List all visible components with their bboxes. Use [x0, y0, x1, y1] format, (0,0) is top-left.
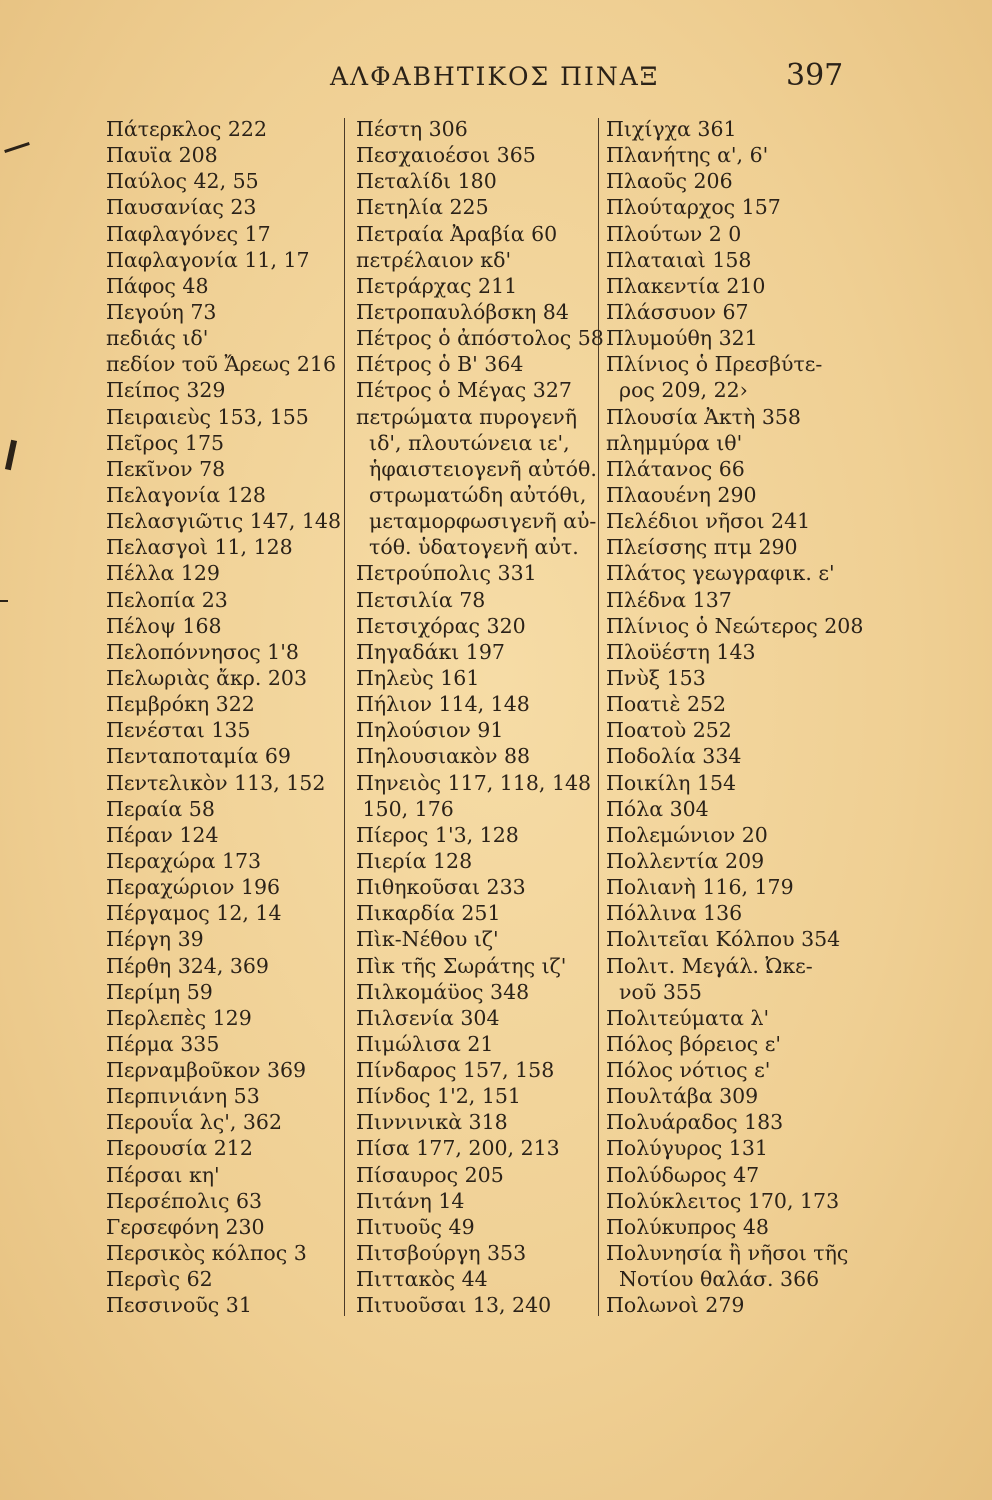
index-entry: Πολεμώνιον 20 [606, 822, 768, 847]
index-column-2 [348, 116, 606, 1318]
index-entry: Πολυάραδος 183 [606, 1110, 784, 1135]
index-entry: Πενταποταμία 69 [106, 744, 291, 769]
index-entry: Περουσία 212 [106, 1136, 253, 1161]
index-entry: Πιτσβούργη 353 [356, 1241, 527, 1266]
index-entry: Πιερία 128 [356, 848, 473, 873]
index-entry: Πηλουσιακὸν 88 [356, 744, 531, 769]
index-entry: Πάφος 48 [106, 273, 209, 298]
index-entry: Πετρούπολις 331 [356, 561, 537, 586]
index-entry: Παφλαγόνες 17 [106, 221, 271, 246]
index-entry: Πέρμα 335 [106, 1031, 220, 1056]
index-entry: Πεντελικὸν 113, 152 [106, 770, 326, 795]
index-entry: Παφλαγονία 11, 17 [106, 247, 310, 272]
index-entry: Πεσχαιοέσοι 365 [356, 143, 536, 168]
page-header [0, 58, 992, 98]
index-entry: Πέτρος ὁ ἀπόστολος 58 [356, 326, 604, 351]
index-entry: Παυϊα 208 [106, 143, 218, 168]
index-entry: Πετραία Ἀραβία 60 [356, 221, 558, 246]
index-entry: Περαχώριον 196 [106, 875, 281, 900]
index-entry: Πείπος 329 [106, 378, 226, 403]
index-entry: Πλούτων 2 0 [606, 221, 742, 246]
index-entry: Πλάτος γεωγραφικ. ε' [606, 561, 835, 586]
index-entry: Περσικὸς κόλπος 3 [106, 1241, 307, 1266]
index-entry: Πέραν 124 [106, 822, 219, 847]
index-entry: Πετηλία 225 [356, 195, 489, 220]
index-entry: Πλοϋέστη 143 [606, 639, 756, 664]
index-entry: Πλάσσυον 67 [606, 299, 749, 324]
index-entry: Πελωριὰς ἄκρ. 203 [106, 665, 308, 690]
index-entry: Πέρσαι κη' [106, 1162, 220, 1187]
index-entry: Πιτάνη 14 [356, 1188, 465, 1213]
index-entry: Πλάτανος 66 [606, 456, 745, 481]
index-entry: ιδ', πλουτώνεια ιε', [356, 430, 570, 455]
index-entry: Πιλσενία 304 [356, 1005, 500, 1030]
index-entry: τόθ. ὑδατογενῆ αὐτ. [356, 535, 579, 560]
index-entry: Πετσιχόρας 320 [356, 613, 526, 638]
index-entry: Πολύδωρος 47 [606, 1162, 760, 1187]
index-entry: Πελοπία 23 [106, 587, 228, 612]
index-entry: Πίερος 1'3, 128 [356, 822, 519, 847]
index-entry: Πίνδος 1'2, 151 [356, 1084, 521, 1109]
index-entry: ἡφαιστειογενῆ αὐτόθ. [356, 456, 597, 481]
index-entry: Παυσανίας 23 [106, 195, 257, 220]
index-entry: Πελαγονία 128 [106, 482, 266, 507]
index-entry: Πολύκλειτος 170, 173 [606, 1188, 840, 1213]
index-entry: πετρέλαιον κδ' [356, 247, 512, 272]
index-entry: Περσέπολις 63 [106, 1188, 263, 1213]
index-entry: Νοτίου θαλάσ. 366 [606, 1267, 820, 1292]
index-entry: Πλυμούθη 321 [606, 326, 758, 351]
index-entry: Πολιτ. Μεγάλ. Ὠκε- [606, 953, 813, 978]
index-entry: Πνὺξ 153 [606, 665, 706, 690]
index-entry: Πέλοψ 168 [106, 613, 222, 638]
index-entry: Πεκῖνον 78 [106, 456, 226, 481]
index-entry: Ποικίλη 154 [606, 770, 737, 795]
index-entry: Περσὶς 62 [106, 1267, 213, 1292]
page-number: 397 [786, 58, 844, 93]
index-entry: Περναμβοῦκον 369 [106, 1058, 307, 1083]
index-entry: Πλανήτης α', 6' [606, 143, 769, 168]
index-entry: Ποδολία 334 [606, 744, 742, 769]
index-entry: Πήλιον 114, 148 [356, 692, 530, 717]
index-entry: 150, 176 [356, 796, 454, 821]
index-entry: Πλαταιαὶ 158 [606, 247, 752, 272]
index-entry: Πιμώλισα 21 [356, 1031, 494, 1056]
margin-pen-mark [0, 600, 8, 602]
index-entry: Πιτυοῦσαι 13, 240 [356, 1293, 552, 1318]
index-entry: Πηλούσιον 91 [356, 718, 504, 743]
index-entry: Πολιτεῖαι Κόλπου 354 [606, 927, 841, 952]
index-entry: Πηνειὸς 117, 118, 148 [356, 770, 592, 795]
index-entry: Πηγαδάκι 197 [356, 639, 505, 664]
index-entry: Πεγούη 73 [106, 299, 217, 324]
index-entry: Πολυνησία ἢ νῆσοι τῆς [606, 1241, 849, 1266]
index-entry: Πλίνιος ὁ Νεώτερος 208 [606, 613, 864, 638]
index-entry: Πειραιεὺς 153, 155 [106, 404, 309, 429]
index-entry: ρος 209, 22› [606, 378, 748, 403]
index-entry: Ποατοὺ 252 [606, 718, 732, 743]
index-entry: Πελασγοὶ 11, 128 [106, 535, 293, 560]
index-entry: Πέστη 306 [356, 117, 468, 141]
index-entry: Πετράρχας 211 [356, 273, 518, 298]
index-entry: Πεῖρος 175 [106, 430, 225, 455]
index-column-3 [598, 116, 864, 1318]
index-entry: Πιλκομάϋος 348 [356, 979, 530, 1004]
index-entry: Πλαουένη 290 [606, 482, 757, 507]
index-entry: Πόλλινα 136 [606, 901, 743, 926]
index-entry: Πελοπόννησος 1'8 [106, 639, 299, 664]
index-entry: Πεταλίδι 180 [356, 169, 497, 194]
index-entry: Πολλεντία 209 [606, 848, 765, 873]
index-entry: Πέργαμος 12, 14 [106, 901, 282, 926]
index-entry: Πολύγυρος 131 [606, 1136, 768, 1161]
index-entry: Περλεπὲς 129 [106, 1005, 252, 1030]
index-entry: Πὶκ τῆς Σωράτης ιζ' [356, 953, 567, 978]
index-entry: Πενέσται 135 [106, 718, 251, 743]
index-entry: Περαχώρα 173 [106, 848, 262, 873]
page-title: ΑΛΦΑΒΗΤΙΚΟΣ ΠΙΝΑΞ [330, 62, 660, 91]
index-entry: Πεμβρόκη 322 [106, 692, 255, 717]
column-divider [344, 118, 345, 1316]
index-entry: Πίνδαρος 157, 158 [356, 1058, 555, 1083]
index-entry: Πλαοῦς 206 [606, 169, 733, 194]
index-entry: Πέρθη 324, 369 [106, 953, 269, 978]
index-entry: Πὶκ-Νέθου ιζ' [356, 927, 499, 952]
index-entry: Πουλτάβα 309 [606, 1084, 759, 1109]
index-entry: πλημμύρα ιθ' [606, 430, 743, 455]
index-entry: Περουΐα λς', 362 [106, 1110, 283, 1135]
index-entry: Πίσαυρος 205 [356, 1162, 504, 1187]
margin-pen-mark [5, 440, 17, 471]
index-entry: πεδίον τοῦ Ἄρεως 216 [106, 352, 337, 377]
index-entry: Πλουσία Ἀκτὴ 358 [606, 404, 801, 429]
index-entry: Πιθηκοῦσαι 233 [356, 875, 526, 900]
index-entry: Γερσεφόνη 230 [106, 1214, 265, 1239]
index-column-1 [106, 116, 342, 1318]
index-entry: Πόλος νότιος ε' [606, 1058, 771, 1083]
index-entry: μεταμορφωσιγενῆ αὐ- [356, 509, 597, 534]
index-entry: Πόλα 304 [606, 796, 709, 821]
index-entry: Περαία 58 [106, 796, 215, 821]
index-entry: πεδιάς ιδ' [106, 326, 209, 351]
index-entry: Πλούταρχος 157 [606, 195, 781, 220]
index-entry: Πίσα 177, 200, 213 [356, 1136, 560, 1161]
index-entry: νοῦ 355 [606, 979, 702, 1004]
index-entry: Πηλεὺς 161 [356, 665, 480, 690]
index-entry: Πέργη 39 [106, 927, 204, 952]
index-entry: Πόλος βόρειος ε' [606, 1031, 782, 1056]
index-entry: Πιχίγχα 361 [606, 117, 737, 141]
margin-pen-mark [4, 142, 30, 153]
index-entry: στρωματώδη αὐτόθι, [356, 482, 587, 507]
index-entry: Πολιανὴ 116, 179 [606, 875, 794, 900]
index-entry: Παύλος 42, 55 [106, 169, 259, 194]
index-entry: Πάτερκλος 222 [106, 117, 268, 141]
index-entry: Πιννινικὰ 318 [356, 1110, 508, 1135]
index-entry: Πικαρδία 251 [356, 901, 501, 926]
index-entry: Πλίνιος ὁ Πρεσβύτε- [606, 352, 823, 377]
index-entry: Πεσσινοῦς 31 [106, 1293, 252, 1318]
index-entry: Πιττακὸς 44 [356, 1267, 488, 1292]
index-entry: Ποατιὲ 252 [606, 692, 727, 717]
index-entry: Πολύκυπρος 48 [606, 1214, 769, 1239]
index-entry: Πλείσσης πτμ 290 [606, 535, 798, 560]
index-entry: Πελέδιοι νῆσοι 241 [606, 509, 811, 534]
index-entry: Περπινιάνη 53 [106, 1084, 260, 1109]
index-entry: Πιτυοῦς 49 [356, 1214, 475, 1239]
index-entry: Πελασγιῶτις 147, 148 [106, 509, 341, 534]
index-entry: πετρώματα πυρογενῆ [356, 404, 578, 429]
index-entry: Πέτρος ὁ Β' 364 [356, 352, 524, 377]
index-entry: Πέτρος ὁ Μέγας 327 [356, 378, 572, 403]
index-entry: Πολωνοὶ 279 [606, 1293, 745, 1318]
index-entry: Πέλλα 129 [106, 561, 220, 586]
index-entry: Πετροπαυλόβσκη 84 [356, 299, 569, 324]
index-entry: Πολιτεύματα λ' [606, 1005, 770, 1030]
index-entry: Πετσιλία 78 [356, 587, 486, 612]
index-entry: Πλακεντία 210 [606, 273, 766, 298]
index-entry: Περίμη 59 [106, 979, 213, 1004]
index-entry: Πλέδνα 137 [606, 587, 732, 612]
